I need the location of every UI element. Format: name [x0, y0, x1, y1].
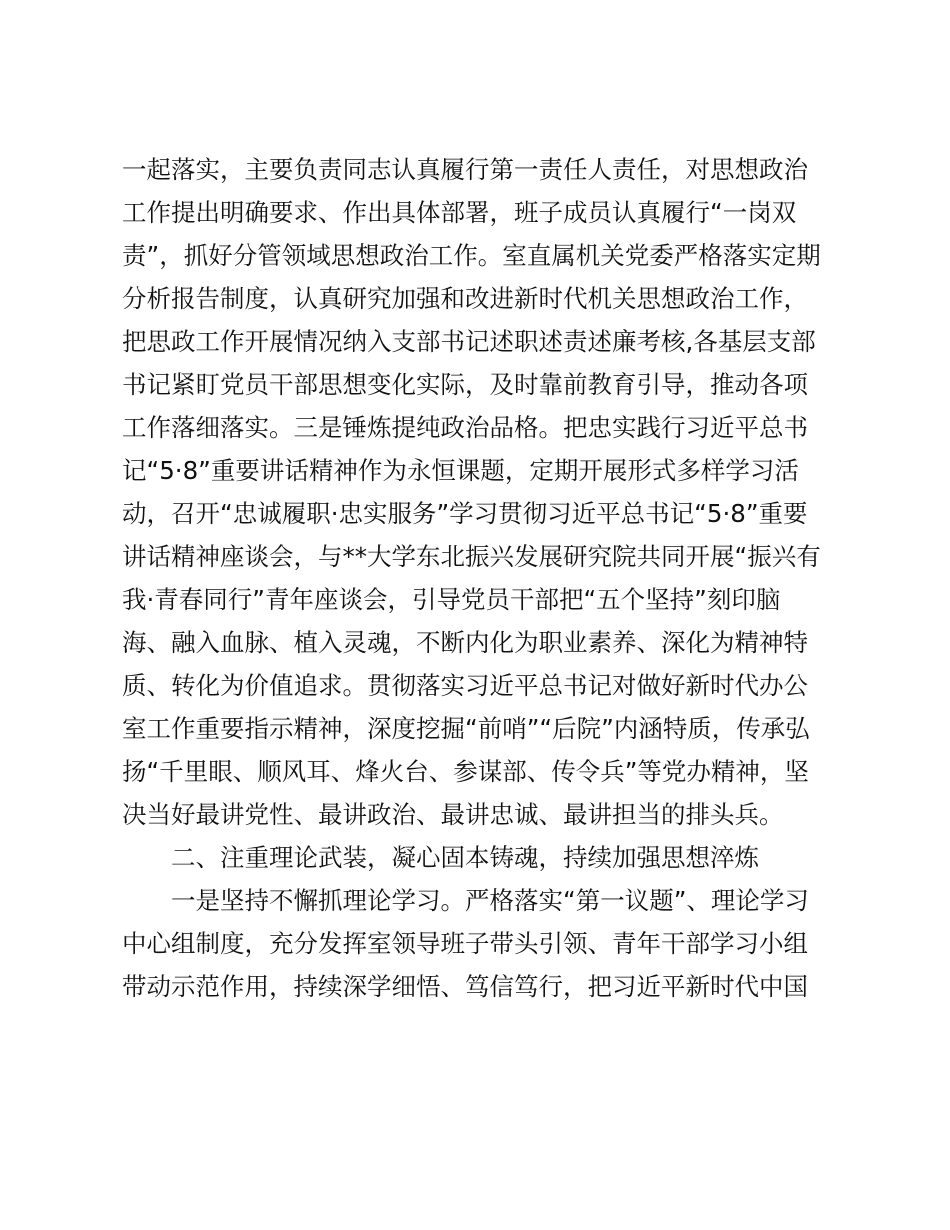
paragraph-line: 扬“千里眼、顺风耳、烽火台、参谋部、传令兵”等党办精神，坚 [122, 757, 809, 786]
paragraph-line: 工作落细落实。三是锤炼提纯政治品格。把忠实践行习近平总书 [122, 413, 808, 442]
section-heading: 二、注重理论武装，凝心固本铸魂，持续加强思想淬炼 [171, 843, 759, 872]
paragraph-line: 一起落实，主要负责同志认真履行第一责任人责任，对思想政治 [122, 155, 808, 184]
paragraph-line: 质、转化为价值追求。贯彻落实习近平总书记对做好新时代办公 [122, 671, 808, 700]
document-body [122, 148, 842, 1008]
paragraph-line: 我·青春同行”青年座谈会，引导党员干部把“五个坚持”刻印脑 [122, 585, 781, 614]
paragraph-line: 一是坚持不懈抓理论学习。严格落实“第一议题”、理论学习 [171, 886, 809, 915]
paragraph-line: 室工作重要指示精神，深度挖掘“前哨”“后院”内涵特质，传承弘 [122, 714, 810, 743]
paragraph-line: 海、融入血脉、植入灵魂，不断内化为职业素养、深化为精神特 [122, 628, 808, 657]
paragraph-line: 责”，抓好分管领域思想政治工作。室直属机关党委严格落实定期 [122, 241, 821, 270]
paragraph-line: 动，召开“忠诚履职·忠实服务”学习贯彻习近平总书记“5·8”重要 [122, 499, 808, 528]
paragraph-line: 带动示范作用，持续深学细悟、笃信笃行，把习近平新时代中国 [122, 972, 808, 1001]
paragraph-line: 工作提出明确要求、作出具体部署，班子成员认真履行“一岗双 [122, 198, 797, 227]
paragraph-line: 记“5·8”重要讲话精神作为永恒课题，定期开展形式多样学习活 [122, 456, 799, 485]
paragraph-line: 中心组制度，充分发挥室领导班子带头引领、青年干部学习小组 [122, 929, 808, 958]
paragraph-line: 讲话精神座谈会，与**大学东北振兴发展研究院共同开展“振兴有 [122, 542, 821, 571]
paragraph-line: 书记紧盯党员干部思想变化实际，及时靠前教育引导，推动各项 [122, 370, 808, 399]
paragraph-line: 决当好最讲党性、最讲政治、最讲忠诚、最讲担当的排头兵。 [122, 800, 784, 829]
paragraph-line: 把思政工作开展情况纳入支部书记述职述责述廉考核,各基层支部 [122, 327, 816, 356]
paragraph-line: 分析报告制度，认真研究加强和改进新时代机关思想政治工作， [122, 284, 808, 313]
